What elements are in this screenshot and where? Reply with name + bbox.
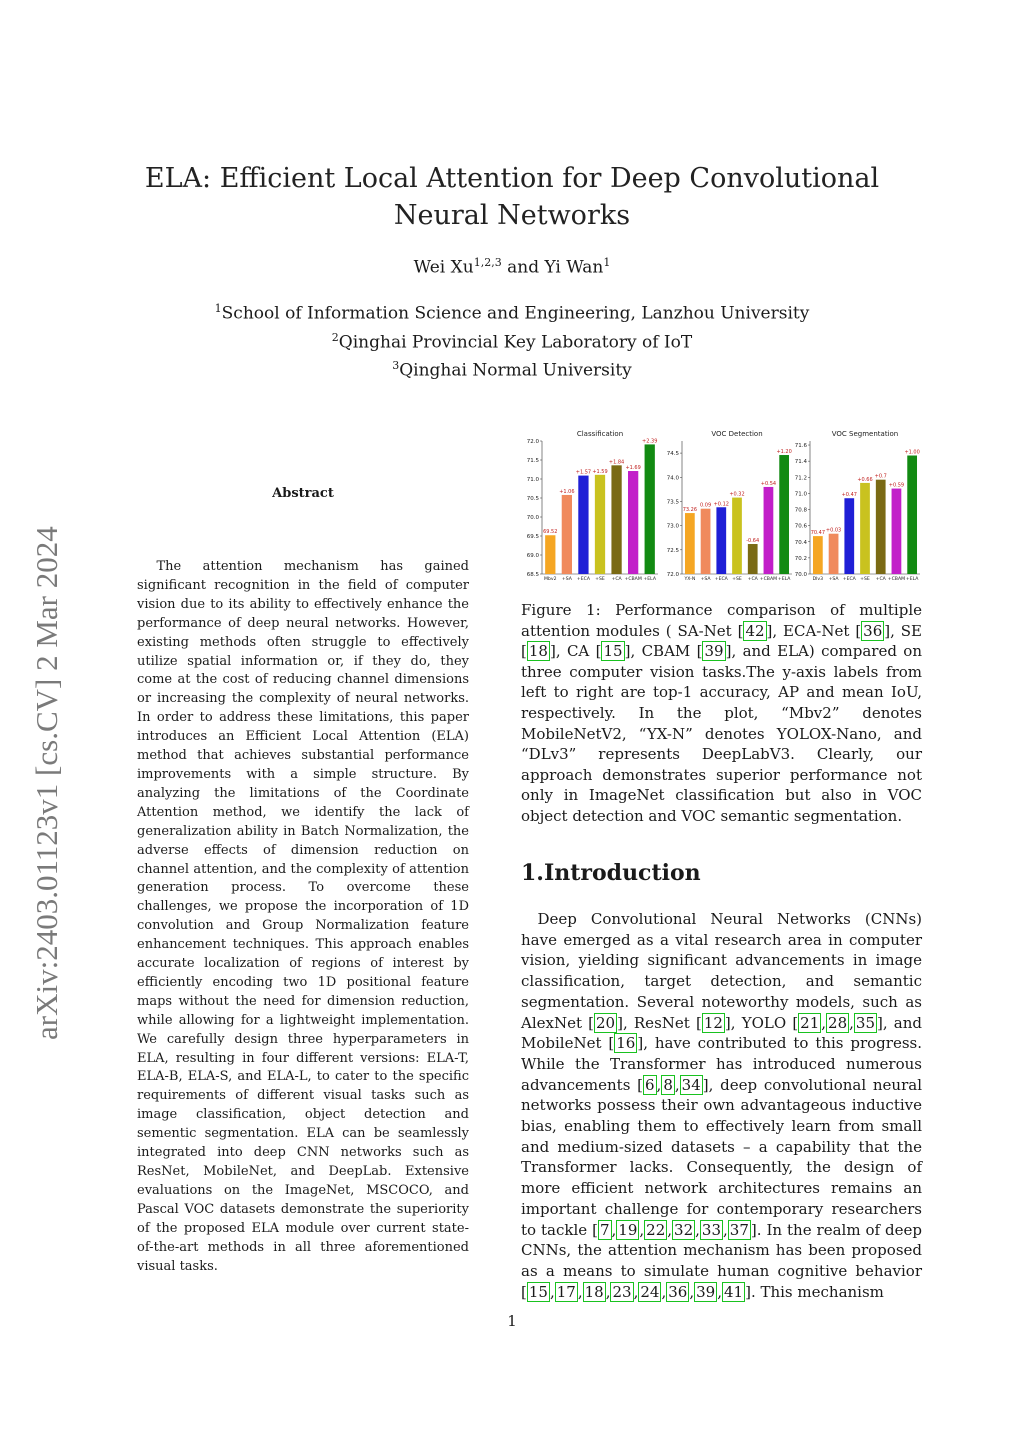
- citation-link[interactable]: 36: [863, 621, 883, 640]
- bar: [907, 456, 917, 574]
- affiliation-name: Qinghai Normal University: [399, 360, 632, 381]
- x-tick-label: +SA: [700, 577, 711, 582]
- citation-link[interactable]: 35: [855, 1013, 876, 1032]
- citation-link[interactable]: 37: [729, 1220, 749, 1239]
- bar: [779, 455, 789, 574]
- data-label: +0.03: [825, 527, 842, 534]
- body-text: , deep convolutional neural networks possess their own advantageous inductive bias, enabling them to effectively learn from small and medium-sized datasets – a capability that the Transformer lacks. Consequently, the design of more efficient network architectures remains an important challenge for contemporary researchers to tackle: [521, 1075, 923, 1239]
- y-tick-label: 72.0: [666, 572, 679, 578]
- y-tick-label: 71.4: [794, 459, 807, 466]
- data-label: +1.59: [592, 468, 608, 475]
- citation-link[interactable]: 33: [701, 1220, 722, 1239]
- x-tick-label: +CBAM: [887, 577, 906, 582]
- y-tick-label: 74.0: [666, 475, 679, 482]
- data-label: +0.54: [760, 480, 777, 487]
- y-tick-label: 70.5: [526, 496, 539, 502]
- citation-link[interactable]: 24: [640, 1282, 660, 1301]
- y-tick-label: 71.0: [526, 477, 539, 483]
- author-superscript: 1,2,3: [473, 256, 502, 269]
- bar: [860, 483, 870, 574]
- y-tick-label: 71.6: [794, 443, 807, 450]
- citation-link[interactable]: 20: [596, 1013, 616, 1032]
- citation-link[interactable]: 41: [723, 1282, 744, 1301]
- data-label: +0.7: [874, 473, 887, 480]
- caption-text: , ECA-Net: [772, 621, 856, 640]
- data-label: +1.57: [575, 469, 592, 476]
- citation-link[interactable]: 39: [696, 1282, 716, 1301]
- figure-caption: Figure 1: Performance comparison of multiple attention modules ( SA-Net [ 42 ], ECA-Net [ 36 ], SE [ 18 ], CA [ 15 ], CBAM [ 39 ], and ELA) compared on three computer vision tasks.The y-axis labels from left to right are top-1 accuracy, AP and mean IoU, respectively. In the plot, “Mbv2” denotes MobileNetV2, “YX-N” denotes YOLOX-Nano, and “DLv3” represents DeepLabV3. Clearly, our approach demonstrates superior performance not only in ImageNet classification but also in VOC object detection and VOC semantic segmentation.: [521, 601, 923, 825]
- affiliation-name: School of Information Science and Engineering, Lanzhou University: [221, 303, 810, 324]
- bar: [645, 444, 655, 574]
- data-label: 69.52: [543, 529, 558, 536]
- caption-text: , CA: [555, 642, 596, 661]
- x-tick-label: Mbv2: [544, 577, 557, 582]
- introduction-text: Deep Convolutional Neural Networks (CNNs) have emerged as a vital research area in computer vision, yielding significant advancements in image classification, target detection, and semantic segmentation. Several noteworthy models, such as AlexNet [ 20 ], ResNet [ 12 ], YOLO [ 21 , 28 , 35 ], and MobileNet [ 16 ], have contributed to this progress. While the Transformer has introduced numerous advancements [ 6 , 8 , 34 ], deep convolutional neural networks possess their own advantageous inductive bias, enabling them to effectively learn from small and medium-sized datasets – a capability that the Transformer lacks. Consequently, the design of more efficient network architectures remains an important challenge for contemporary researchers to tackle [ 7 , 19 , 22 , 32 , 33 , 37 ]. In the realm of deep CNNs, the attention mechanism has been proposed as a means to simulate human cognitive behavior [ 15 , 17 , 18 , 23 , 24 , 36 , 39 , 41 ]. This mechanism: [521, 910, 923, 1301]
- bar: [685, 513, 695, 574]
- y-tick-label: 73.5: [666, 499, 679, 506]
- data-label: +1.20: [776, 449, 792, 456]
- section-heading-introduction: 1.Introduction: [521, 860, 701, 886]
- citation-group: [ 6 , 8 , 34 ]: [637, 1075, 709, 1094]
- bar: [628, 471, 638, 574]
- author-joiner: and: [507, 257, 540, 278]
- y-tick-label: 69.0: [526, 553, 539, 559]
- data-label: 70.47: [810, 530, 826, 537]
- y-tick-label: 70.0: [526, 515, 539, 521]
- affiliation-name: Qinghai Provincial Key Laboratory of IoT: [338, 332, 693, 353]
- y-tick-label: 70.4: [794, 539, 807, 546]
- citation-link[interactable]: 16: [616, 1034, 636, 1053]
- citation-group: [ 15 , 17 , 18 , 23 , 24 , 36 , 39 , 41 ]: [521, 1282, 751, 1301]
- performance-charts: [512, 424, 924, 584]
- citation-link[interactable]: 19: [618, 1220, 638, 1239]
- bar: [732, 498, 742, 574]
- data-label: +1.84: [608, 459, 625, 466]
- y-tick-label: 71.0: [794, 491, 807, 498]
- x-tick-label: +CBAM: [624, 577, 642, 582]
- body-text: . In the realm of deep CNNs, the attention mechanism has been proposed as a means to simulate human cognitive behavior: [521, 1220, 922, 1280]
- bar: [748, 544, 758, 574]
- citation-link[interactable]: 42: [745, 621, 765, 640]
- body-text: , ResNet: [622, 1013, 696, 1032]
- affiliation-superscript: 1: [214, 302, 222, 315]
- bar: [578, 476, 588, 574]
- data-label: +0.59: [888, 482, 905, 489]
- bar: [716, 507, 726, 574]
- citation-link[interactable]: 12: [703, 1013, 723, 1032]
- x-tick-label: +CA: [611, 577, 622, 582]
- abstract-text: The attention mechanism has gained significant recognition in the field of computer vision due to its ability to effectively enhance the performance of deep neural networks. However, existing methods often struggle to effectively utilize spatial information or, if they do, they come at the cost of reducing channel dimensions or increasing the complexity of neural networks. In order to address these limitations, this paper introduces an Efficient Local Attention (ELA) method that achieves substantial performance improvements with a simple structure. By analyzing the limitations of the Coordinate Attention method, we identify the lack of generalization ability in Batch Normalization, the adverse effects of dimension reduction on channel attention, and the complexity of attention generation process. To overcome these challenges, we propose the incorporation of 1D convolution and Group Normalization feature enhancement techniques. This approach enables accurate localization of regions of interest by efficiently encoding two 1D positional feature maps without the need for dimension reduction, while allowing for a lightweight implementation. We carefully design three hyperparameters in ELA, resulting in four different versions: ELA-T, ELA-B, ELA-S, and ELA-L, to cater to the specific requirements of different visual tasks such as image classification, object detection and sementic segmentation. ELA can be seamlessly integrated into deep CNN networks such as ResNet, MobileNet, and DeepLab. Extensive evaluations on the ImageNet, MSCOCO, and Pascal VOC datasets demonstrate the superiority of the proposed ELA module over current state-of-the-art methods in all three aforementioned visual tasks.: [137, 559, 469, 1274]
- caption-text: , and ELA) compared on three computer vision tasks.The y-axis labels from left to right are top-1 accuracy, AP and mean IoU, respectively. In the plot, “Mbv2” denotes MobileNetV2, “YX-N” denotes YOLOX-Nano, and “DLv3” represents DeepLabV3. Clearly, our approach demonstrates superior performance not only in ImageNet classification but also in VOC object detection and VOC semantic segmentation.: [521, 642, 922, 825]
- author-name: Wei Xu: [413, 257, 474, 278]
- citation-link[interactable]: 32: [674, 1220, 694, 1239]
- x-tick-label: +ECA: [576, 577, 590, 582]
- x-tick-label: +SA: [828, 577, 839, 582]
- author-name: Yi Wan: [544, 257, 604, 278]
- x-tick-label: +ELA: [905, 577, 919, 582]
- data-label: +0.47: [841, 492, 857, 499]
- bar: [611, 465, 621, 574]
- figure-1: [512, 424, 924, 584]
- author-superscript: 1: [603, 256, 611, 269]
- arxiv-identifier: arXiv:2403.01123v1 [cs.CV] 2 Mar 2024: [29, 526, 64, 1040]
- body-text: , YOLO: [730, 1013, 793, 1032]
- citation-link[interactable]: 17: [556, 1282, 576, 1301]
- y-tick-label: 73.0: [666, 523, 679, 530]
- caption-text: Figure 1: Performance comparison of multiple attention modules ( SA-Net: [521, 601, 922, 640]
- citation-link[interactable]: 7: [599, 1220, 610, 1239]
- data-label: +2.39: [642, 438, 658, 445]
- y-tick-label: 72.5: [666, 547, 679, 554]
- bar: [595, 475, 605, 574]
- data-label: +1.00: [904, 449, 920, 456]
- citation-link[interactable]: 22: [646, 1220, 666, 1239]
- affiliation: [100, 354, 924, 383]
- x-tick-label: +ELA: [777, 577, 791, 582]
- bar: [562, 495, 572, 574]
- data-label: 73.26: [682, 507, 698, 514]
- citation-link[interactable]: 15: [603, 642, 623, 661]
- x-tick-label: +SE: [860, 577, 870, 582]
- bar: [829, 534, 839, 574]
- y-tick-label: 74.5: [666, 451, 679, 458]
- bar: [876, 480, 886, 574]
- x-tick-label: +CA: [747, 577, 758, 582]
- data-label: +1.69: [625, 465, 641, 472]
- x-tick-label: +ECA: [842, 577, 856, 582]
- x-tick-label: +CA: [875, 577, 886, 582]
- y-tick-label: 70.6: [794, 523, 807, 530]
- citation-group: [ 7 , 19 , 22 , 32 , 33 , 37 ]: [592, 1220, 757, 1239]
- citation-link[interactable]: 6: [645, 1075, 655, 1094]
- bar: [545, 535, 555, 574]
- affiliation-superscript: 3: [392, 359, 400, 373]
- body-text: , have contributed to this progress. While the Transformer has introduced numerous advancements: [521, 1034, 923, 1094]
- y-tick-label: 71.2: [794, 475, 807, 482]
- x-tick-label: +CBAM: [759, 577, 778, 582]
- x-tick-label: +SA: [561, 577, 572, 582]
- chart-title: VOC Segmentation: [831, 430, 899, 438]
- y-tick-label: 70.0: [794, 572, 807, 578]
- bar: [764, 487, 774, 574]
- y-tick-label: 70.2: [794, 555, 807, 562]
- citation-link[interactable]: 8: [663, 1075, 673, 1094]
- citation-group: [ 21 , 28 , 35 ]: [792, 1013, 883, 1032]
- x-tick-label: +SE: [595, 577, 605, 582]
- y-tick-label: 72.0: [526, 439, 539, 445]
- x-tick-label: +SE: [732, 577, 742, 582]
- y-tick-label: 71.5: [526, 458, 539, 464]
- bar: [844, 498, 854, 574]
- x-tick-label: Dlv3: [812, 577, 824, 582]
- citation-link[interactable]: 23: [612, 1282, 632, 1301]
- citation-link[interactable]: 34: [681, 1075, 701, 1094]
- y-tick-label: 68.5: [526, 572, 539, 578]
- bar: [892, 489, 902, 574]
- citation-link[interactable]: 15: [528, 1282, 548, 1301]
- page-number: 1: [507, 1312, 517, 1330]
- body-text: . This mechanism: [750, 1282, 884, 1301]
- citation-link[interactable]: 21: [800, 1013, 820, 1032]
- citation-link[interactable]: 39: [704, 642, 724, 661]
- affiliation-superscript: 2: [331, 330, 339, 344]
- bar: [701, 509, 711, 574]
- paper-title: ELA: Efficient Local Attention for Deep Convolutional Neural Networks: [144, 163, 880, 231]
- data-label: +1.06: [559, 488, 575, 495]
- data-label: -0.64: [746, 538, 760, 545]
- data-label: +0.32: [729, 491, 745, 498]
- x-tick-label: +ECA: [714, 577, 728, 582]
- caption-text: , SE: [890, 621, 923, 640]
- y-tick-label: 69.5: [526, 534, 539, 540]
- citation-link[interactable]: 36: [668, 1282, 688, 1301]
- affiliation: [100, 297, 924, 326]
- data-label: 0.09: [700, 502, 712, 509]
- chart-title: Classification: [576, 430, 624, 438]
- x-tick-label: YX-N: [684, 577, 696, 582]
- y-tick-label: 70.8: [794, 507, 807, 514]
- data-label: +0.12: [713, 501, 729, 508]
- citation-link[interactable]: 18: [528, 642, 548, 661]
- x-tick-label: +ELA: [643, 577, 656, 582]
- body-text: , and MobileNet: [521, 1013, 923, 1053]
- chart-title: VOC Detection: [711, 430, 763, 438]
- caption-text: , CBAM: [630, 642, 697, 661]
- body-text: Deep Convolutional Neural Networks (CNNs) have emerged as a vital research area in computer vision, yielding significant advancements in image classification, target detection, and semantic segmentation. Several noteworthy models, such as AlexNet: [521, 910, 922, 1032]
- author-line: [100, 256, 924, 278]
- affiliation: [100, 326, 924, 355]
- data-label: +0.66: [857, 476, 873, 483]
- citation-link[interactable]: 28: [828, 1013, 848, 1032]
- citation-link[interactable]: 18: [584, 1282, 604, 1301]
- affiliations: [100, 297, 924, 383]
- bar: [813, 536, 823, 574]
- abstract-heading: Abstract: [272, 486, 334, 501]
